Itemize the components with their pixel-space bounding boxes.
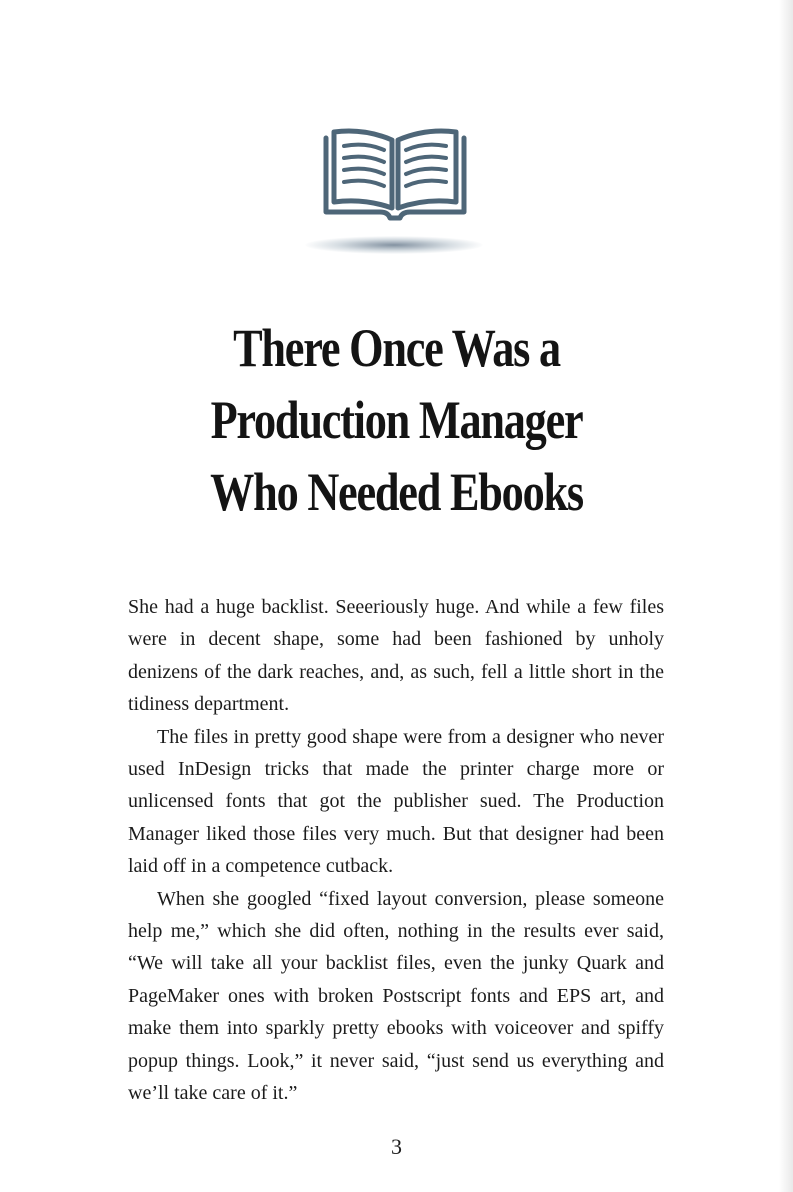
chapter-title xyxy=(153,312,639,528)
book-icon-shadow xyxy=(305,236,483,254)
chapter-title-line-2: Production Manager xyxy=(210,390,583,450)
paragraph-1: She had a huge backlist. Seeeriously huge. And while a few files were in decent shape, some had been fashioned by unholy denizens of the dark reaches, and, as such, fell a little short in the tidiness department. xyxy=(128,596,664,716)
chapter-title-line-1: There Once Was a xyxy=(233,318,560,378)
open-book-icon xyxy=(320,128,470,224)
body-text xyxy=(128,591,664,1110)
paragraph-3: When she googled “fixed layout conversion, please someone help me,” which she did often, nothing in the results ever said, “We will take all your backlist files, even the junky Quark and PageMaker ones with broken Postscript fonts and EPS art, and make them into sparkly pretty ebooks with voiceover and spiffy popup things. Look,” it never said, “just send us everything and we’ll take care of it.” xyxy=(128,887,664,1105)
page-edge xyxy=(779,0,793,1192)
chapter-title-line-3: Who Needed Ebooks xyxy=(210,462,583,522)
paragraph-2: The files in pretty good shape were from a designer who never used InDesign tricks that made the printer charge more or unlicensed fonts that got the publisher sued. The Production Manager liked those files very much. But that designer had been laid off in a competence cutback. xyxy=(128,725,664,878)
page-number: 3 xyxy=(391,1134,402,1159)
